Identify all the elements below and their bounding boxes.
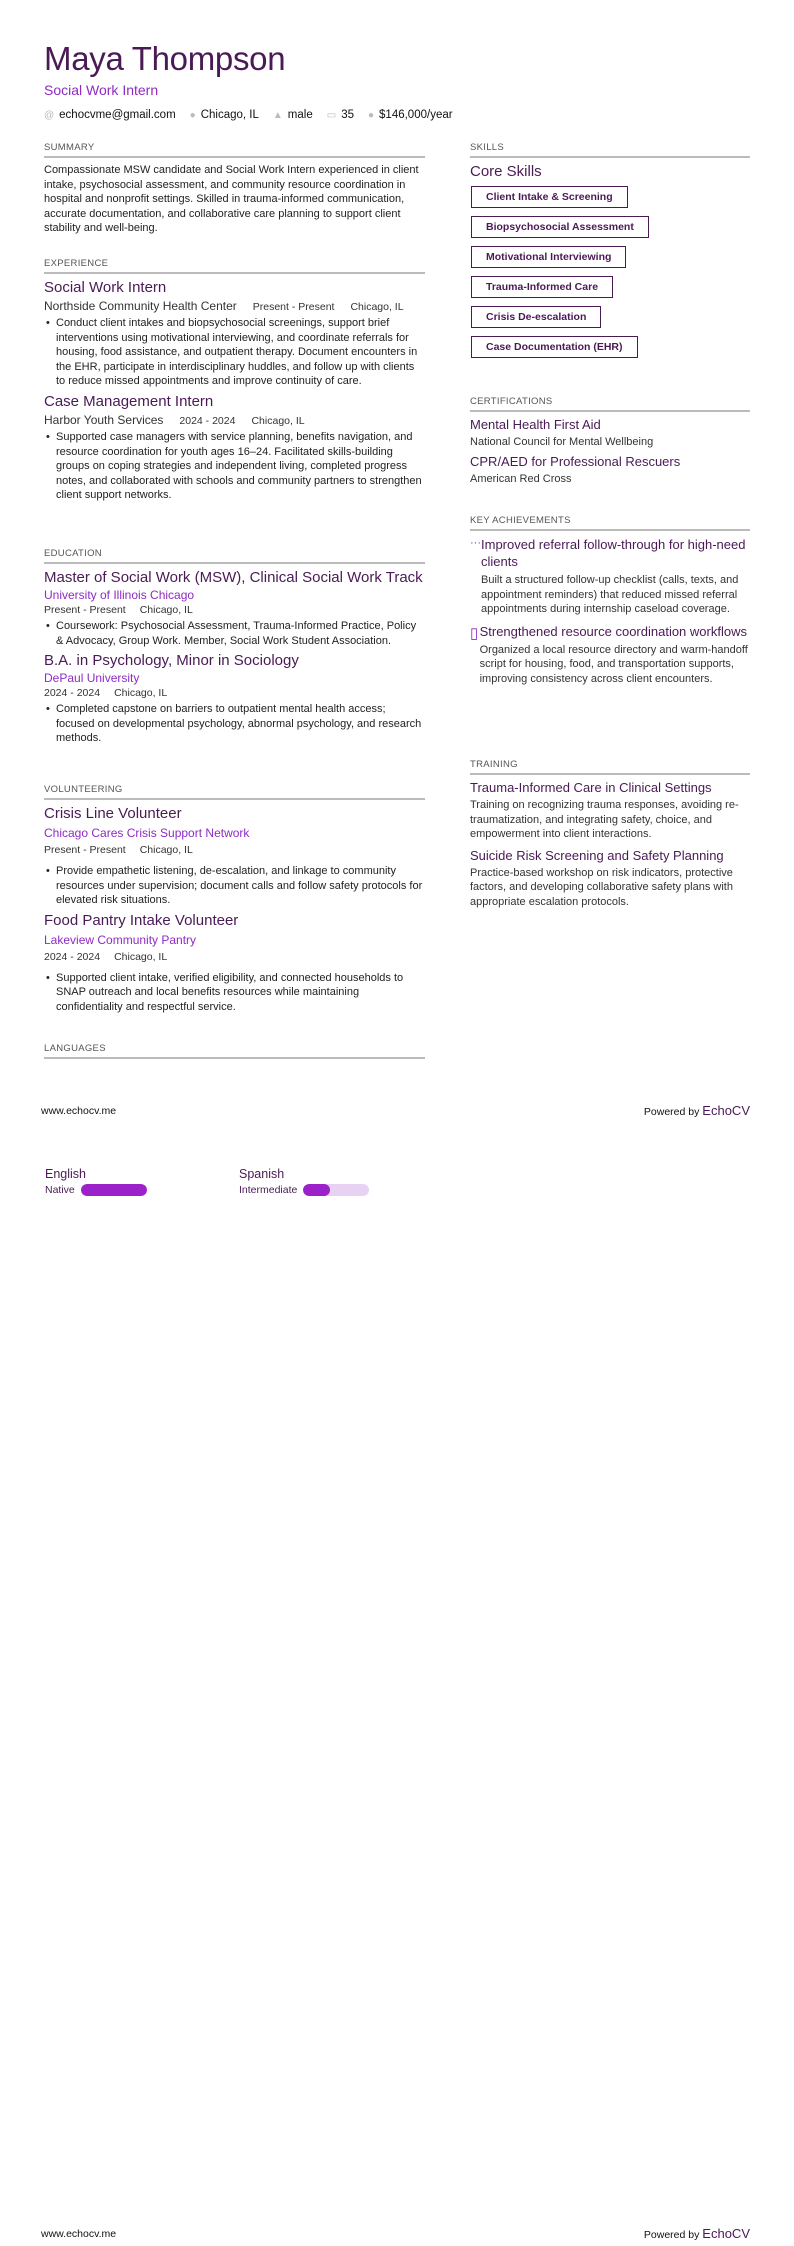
achievement-title: Improved referral follow-through for high-need clients — [481, 537, 746, 569]
achievement-item — [470, 536, 750, 617]
languages-section — [44, 1043, 425, 1064]
training-desc: Practice-based workshop on risk indicators, protective factors, and developing collaborative safety plans with appropriate escalation protocols. — [470, 866, 733, 908]
location: Chicago, IL — [350, 301, 404, 313]
language-name: English — [45, 1167, 86, 1181]
candidate-name: Maya Thompson — [44, 40, 286, 77]
brand-logo[interactable]: EchoCV — [702, 1103, 750, 1118]
skill-list — [470, 186, 750, 366]
bullet: • Supported case managers with service planning, benefits navigation, and resource coordination for youth ages 16–24. Facilitated skills-building groups on coping strategies and independent living, completed progress notes, and collaborated with schools and community partners to strengthen client support networks. — [44, 430, 425, 503]
language-item — [45, 1167, 147, 1196]
education-section — [44, 548, 425, 750]
language-item — [239, 1167, 369, 1196]
contact-gender — [273, 109, 313, 121]
powered-label: Powered by — [643, 1106, 700, 1118]
contact-row — [44, 109, 453, 121]
bullet: • Completed capstone on barriers to outpatient mental health access; focused on developmental psychology, abnormal psychology, and research methods. — [44, 702, 425, 746]
volunteering-section — [44, 784, 425, 1019]
location: Chicago, IL — [251, 414, 305, 427]
proficiency-bar — [81, 1184, 147, 1196]
section-heading: TRAINING — [470, 759, 750, 775]
experience-item — [44, 393, 425, 503]
skill-chip: Trauma-Informed Care — [471, 276, 613, 298]
contact-location — [190, 109, 259, 121]
education-item — [44, 652, 425, 746]
section-heading: EXPERIENCE — [44, 258, 425, 274]
achievement-desc: Organized a local resource directory and warm-handoff script for housing, food, and transportation supports, improving consistency across client encounters. — [479, 643, 748, 685]
brand-logo[interactable]: EchoCV — [702, 2226, 750, 2241]
at-icon: @ — [44, 110, 55, 121]
powered-label: Powered by — [643, 2229, 700, 2241]
volunteer-item — [44, 805, 425, 908]
location: Chicago, IL — [139, 604, 193, 616]
skill-group-title: Core Skills — [470, 163, 542, 180]
achievement-item — [470, 623, 750, 687]
achievement-title: Strengthened resource coordination workflows — [479, 623, 747, 639]
volunteer-role: Crisis Line Volunteer — [44, 805, 182, 822]
volunteer-role: Food Pantry Intake Volunteer — [44, 911, 239, 929]
volunteer-org: Chicago Cares Crisis Support Network — [44, 826, 250, 840]
volunteer-item — [44, 912, 425, 1015]
experience-item — [44, 279, 425, 389]
training-desc: Training on recognizing trauma responses, avoiding re-traumatization, and integrating safety, choice, and empowerment into client interactions. — [470, 799, 739, 841]
salary-text: $146,000/year — [379, 109, 453, 121]
training-section — [470, 759, 750, 916]
cert-issuer: American Red Cross — [470, 473, 572, 485]
cert-issuer: National Council for Mental Wellbeing — [470, 436, 654, 448]
dates: 2024 - 2024 — [44, 687, 101, 700]
location-text: Chicago, IL — [200, 109, 259, 121]
degree: B.A. in Psychology, Minor in Sociology — [44, 652, 299, 670]
skill-chip: Motivational Interviewing — [471, 246, 626, 268]
bullet: • Provide empathetic listening, de-escalation, and linkage to community resources under supervision; document calls and follow safety protocols for elevated risk situations. — [44, 864, 425, 908]
location: Chicago, IL — [139, 844, 193, 856]
dates: 2024 - 2024 — [44, 950, 101, 963]
footer-website-bottom[interactable]: www.echocv.me — [41, 2228, 117, 2240]
dates: Present - Present — [44, 844, 126, 856]
section-heading: LANGUAGES — [44, 1043, 425, 1059]
gender-text: male — [287, 109, 313, 121]
proficiency-bar — [303, 1184, 369, 1196]
experience-section — [44, 258, 425, 507]
calendar-icon: ▭ — [326, 110, 337, 121]
summary-section — [44, 142, 425, 236]
company: Northside Community Health Center — [44, 299, 237, 313]
contact-email — [44, 109, 176, 121]
language-level: Intermediate — [239, 1184, 298, 1196]
dates: Present - Present — [44, 604, 126, 616]
skill-chip: Case Documentation (EHR) — [471, 336, 638, 358]
training-title: Trauma-Informed Care in Clinical Settings — [470, 780, 712, 795]
contact-salary — [368, 109, 453, 121]
school: DePaul University — [44, 671, 140, 686]
location-icon: ● — [189, 110, 196, 121]
cert-name: CPR/AED for Professional Rescuers — [470, 454, 681, 469]
dates: 2024 - 2024 — [179, 414, 236, 427]
achievements-section — [470, 515, 750, 693]
candidate-title: Social Work Intern — [44, 82, 159, 98]
training-title: Suicide Risk Screening and Safety Planning — [470, 847, 724, 863]
section-heading: CERTIFICATIONS — [470, 396, 750, 412]
section-heading: VOLUNTEERING — [44, 784, 425, 800]
job-title: Case Management Intern — [44, 392, 214, 410]
proficiency-fill — [303, 1184, 329, 1196]
location: Chicago, IL — [114, 950, 168, 963]
school: University of Illinois Chicago — [44, 588, 195, 602]
company: Harbor Youth Services — [44, 412, 164, 427]
section-heading: EDUCATION — [44, 548, 425, 564]
contact-age — [327, 109, 354, 121]
skills-section — [470, 142, 750, 366]
age-text: 35 — [341, 109, 354, 121]
footer-website[interactable]: www.echocv.me — [41, 1105, 117, 1117]
bullet: • Coursework: Psychosocial Assessment, Trauma-Informed Practice, Policy & Advocacy, Group Work. Member, Social Work Student Association. — [44, 619, 425, 648]
section-heading: SKILLS — [470, 142, 750, 158]
summary-text: Compassionate MSW candidate and Social Work Intern experienced in client intake, psychosocial assessment, and community resource coordination in hospital and nonprofit settings. Skilled in trauma-informed communication, accurate documentation, and collaborative care planning to support client stability and well-being. — [44, 164, 419, 235]
section-heading: SUMMARY — [44, 142, 425, 158]
language-level: Native — [45, 1184, 75, 1196]
job-title: Social Work Intern — [44, 279, 167, 296]
achievement-desc: Built a structured follow-up checklist (calls, texts, and appointment reminders) that reduced missed referral appointments during internship caseload coverage. — [481, 574, 739, 616]
person-icon: ▲ — [272, 110, 283, 121]
dates: Present - Present — [252, 301, 335, 313]
degree: Master of Social Work (MSW), Clinical Social Work Track — [44, 569, 423, 586]
footer-powered-bottom — [644, 2226, 750, 2241]
section-heading: KEY ACHIEVEMENTS — [470, 515, 750, 531]
proficiency-fill — [81, 1184, 147, 1196]
skill-chip: Crisis De-escalation — [471, 306, 601, 328]
location: Chicago, IL — [114, 687, 168, 700]
bullet: • Supported client intake, verified eligibility, and connected households to SNAP outreach and local benefits resources while maintaining confidentiality and respectful service. — [44, 971, 425, 1015]
volunteer-org: Lakeview Community Pantry — [44, 932, 197, 947]
education-item — [44, 569, 425, 648]
cert-name: Mental Health First Aid — [470, 417, 601, 432]
bullet: • Conduct client intakes and biopsychosocial screenings, support brief interventions using motivational interviewing, and coordinate referrals for housing, food assistance, and outpatient therapy. Document encounters in the EHR, participate in interdisciplinary huddles, and follow up with clients to reduce missed appointments and improve continuity of care. — [44, 316, 425, 389]
language-name: Spanish — [239, 1167, 285, 1181]
phone-icon: ▯ — [470, 624, 479, 642]
email-text: echocvme@gmail.com — [59, 109, 176, 121]
dots-icon: ··· — [470, 537, 481, 549]
money-icon: ● — [367, 110, 375, 121]
skill-chip: Biopsychosocial Assessment — [471, 216, 649, 238]
skill-chip: Client Intake & Screening — [471, 186, 628, 208]
footer-powered — [644, 1103, 750, 1118]
certifications-section — [470, 396, 750, 491]
